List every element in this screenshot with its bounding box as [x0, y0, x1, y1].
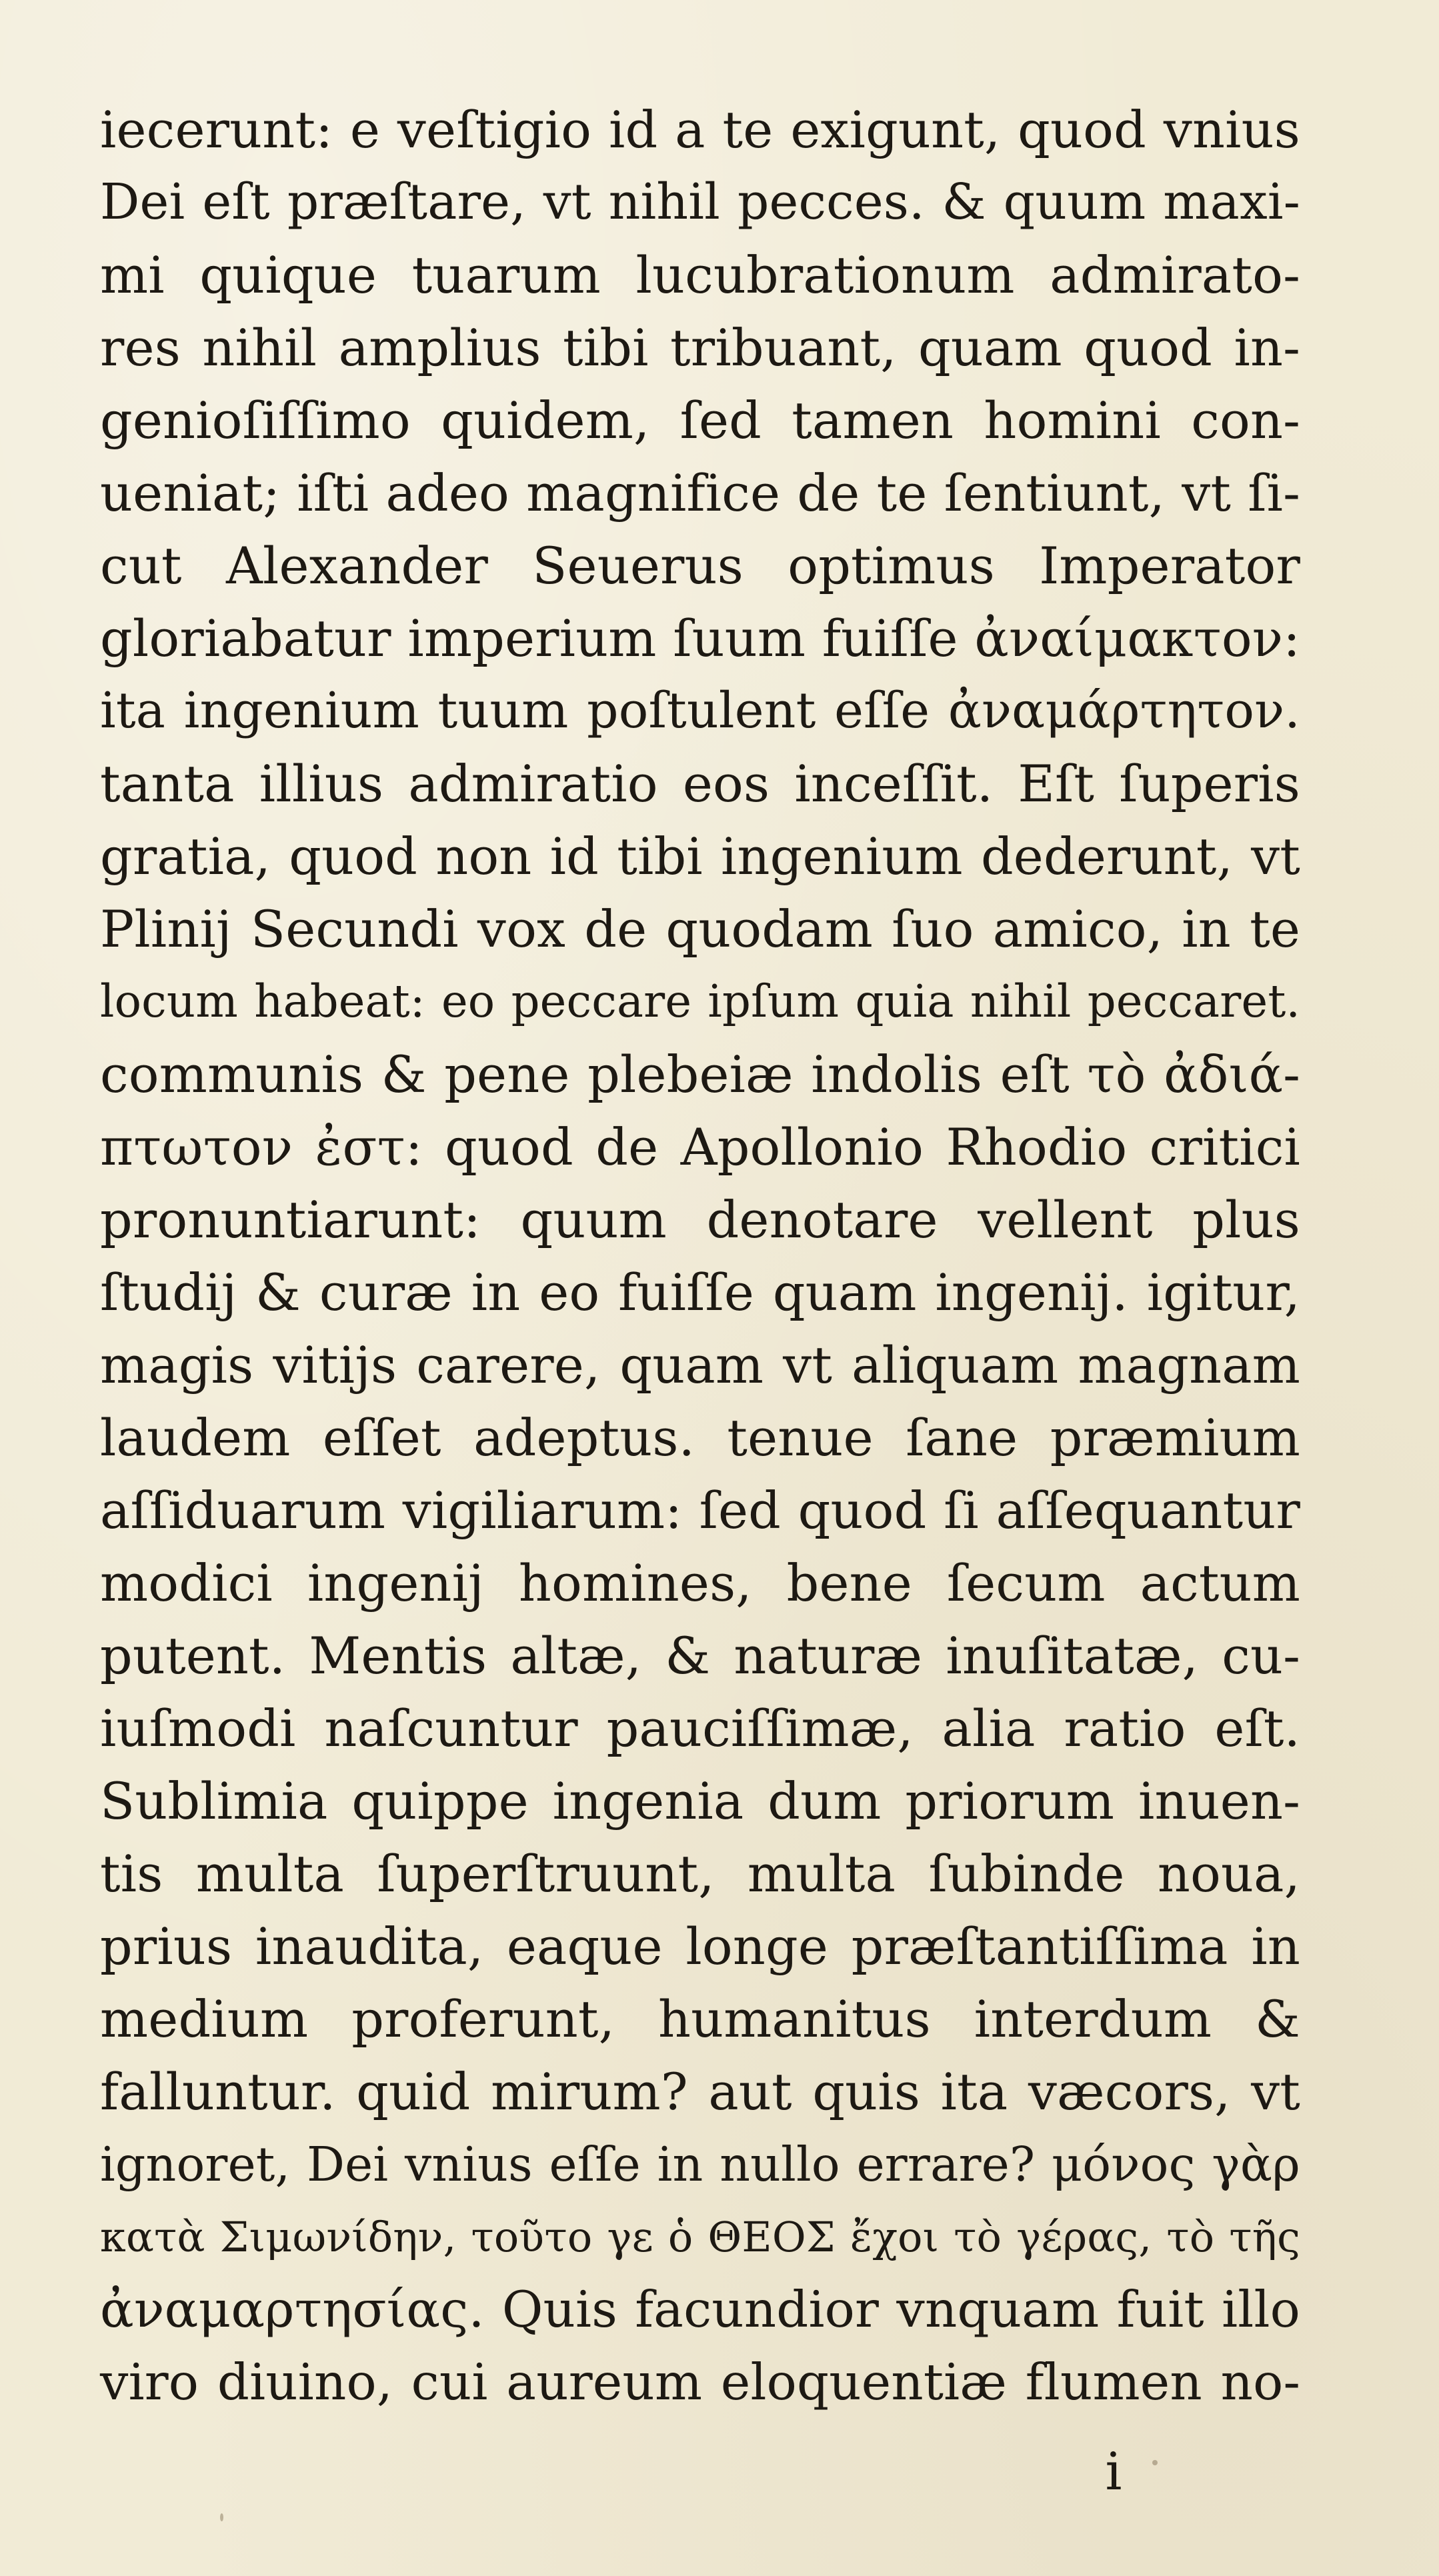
text-line-7: cut Alexander Seuerus optimus Imperator	[100, 536, 1300, 595]
text-line-21: modici ingenij homines, bene ſecum actum	[100, 1553, 1300, 1613]
text-line-6: ueniat; iſti adeo magnifice de te ſentiunt, vt ſi-	[100, 463, 1300, 523]
text-line-25: tis multa ſuperſtruunt, multa ſubinde noua,	[100, 1844, 1300, 1903]
text-line-28: falluntur. quid mirum? aut quis ita væcors, vt	[100, 2062, 1300, 2121]
text-line-1: iecerunt: e veſtigio id a te exigunt, quod vnius	[100, 100, 1300, 159]
text-line-14: communis & pene plebeiæ indolis eſt τὸ ἀδιά-	[100, 1045, 1300, 1104]
text-line-32: viro diuino, cui aureum eloquentiæ flumen no-	[100, 2353, 1300, 2411]
text-line-10: tanta illius admiratio eos inceſſit. Eſt ſuperis	[100, 754, 1300, 813]
paper-speck	[220, 2513, 223, 2521]
text-line-12: Plinij Secundi vox de quodam ſuo amico, in te	[100, 899, 1300, 959]
text-line-26: prius inaudita, eaque longe præſtantiſſima in	[100, 1917, 1300, 1976]
text-line-17: ſtudij & curæ in eo fuiſſe quam ingenij. igitur,	[100, 1263, 1300, 1322]
text-line-24: Sublimia quippe ingenia dum priorum inuen-	[100, 1771, 1300, 1831]
text-line-9: ita ingenium tuum poſtulent eſſe ἀναμάρτητον.	[100, 682, 1300, 739]
text-line-15: πτωτον ἐστ: quod de Apollonio Rhodio critici	[100, 1117, 1300, 1177]
text-line-16: pronuntiarunt: quum denotare vellent plus	[100, 1190, 1300, 1249]
body-text	[100, 93, 1300, 2419]
text-line-5: genioſiſſimo quidem, ſed tamen homini con-	[100, 391, 1300, 450]
text-line-2: Dei eſt præſtare, vt nihil pecces. & quum maxi-	[100, 173, 1300, 231]
text-line-4: res nihil amplius tibi tribuant, quam quod in-	[100, 318, 1300, 377]
text-line-19: laudem eſſet adeptus. tenue ſane præmium	[100, 1408, 1300, 1467]
text-line-20: aſſiduarum vigiliarum: ſed quod ſi aſſequantur	[100, 1481, 1300, 1540]
text-line-31: ἀναμαρτησίας. Quis facundior vnquam fuit illo	[100, 2280, 1300, 2339]
text-line-23: iuſmodi naſcuntur pauciſſimæ, alia ratio eſt.	[100, 1699, 1300, 1758]
text-line-3: mi quique tuarum lucubrationum admirato-	[100, 245, 1300, 305]
text-line-8: gloriabatur imperium ſuum fuiſſe ἀναίμακτον:	[100, 609, 1300, 668]
text-line-18: magis vitijs carere, quam vt aliquam magnam	[100, 1335, 1300, 1395]
text-line-29: ignoret, Dei vnius eſſe in nullo errare? μόνος γὰρ	[100, 2137, 1300, 2192]
text-line-13: locum habeat: eo peccare ipſum quia nihil peccaret.	[100, 975, 1300, 1027]
folio-signature: i	[1105, 2442, 1122, 2502]
paper-speck	[1152, 2460, 1158, 2465]
text-line-30: κατὰ Σιμωνίδην, τοῦτο γε ὁ ΘΕΟΣ ἔχοι τὸ γέρας, τὸ τῆς	[100, 2213, 1300, 2261]
text-line-11: gratia, quod non id tibi ingenium dederunt, vt	[100, 827, 1300, 886]
text-line-22: putent. Mentis altæ, & naturæ inuſitatæ, cu-	[100, 1626, 1300, 1685]
text-line-27: medium proferunt, humanitus interdum &	[100, 1989, 1300, 2049]
